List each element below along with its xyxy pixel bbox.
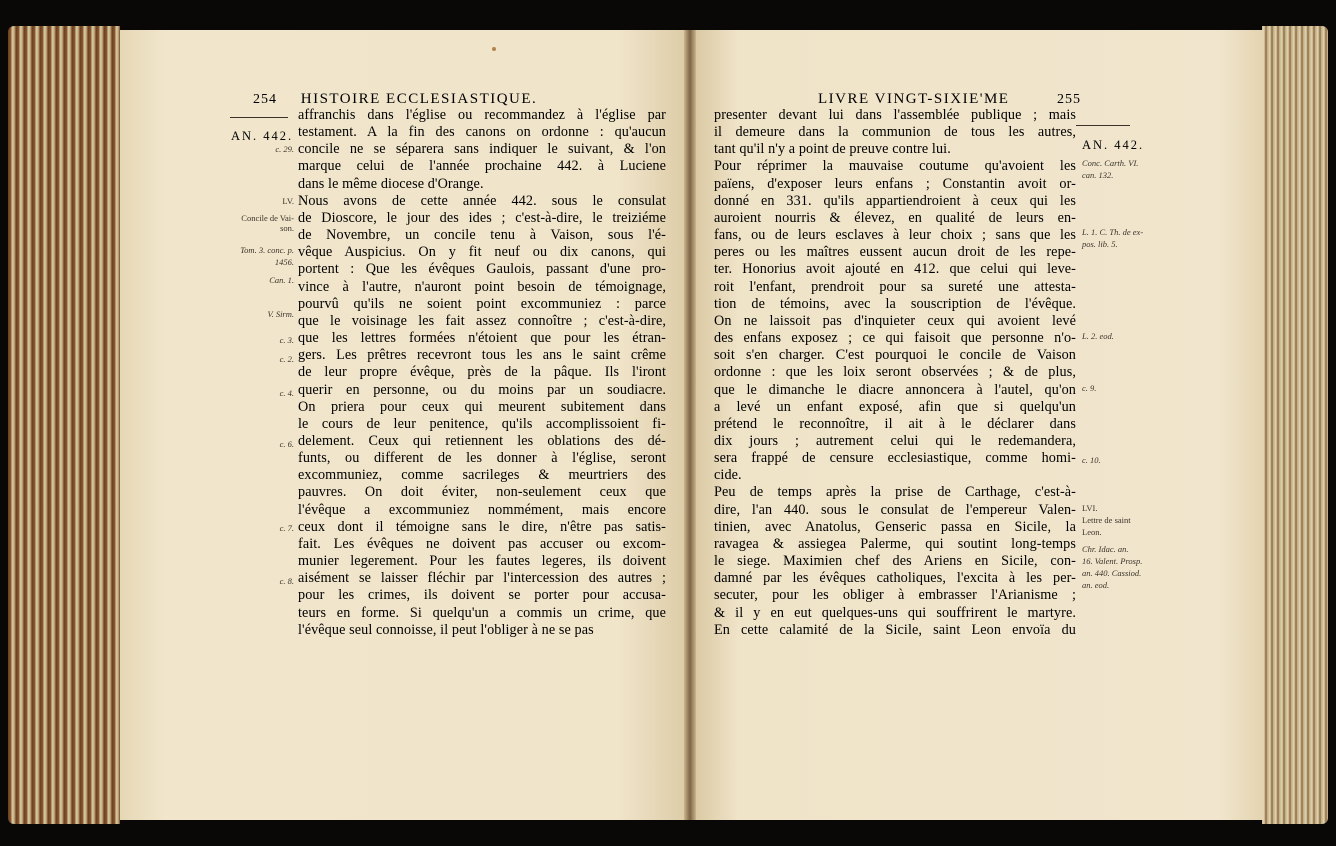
text-line: Peu de temps après la prise de Carthage, c'est-à- [714,484,1076,501]
margin-note: L. 1. C. Th. de ex- [1082,226,1144,237]
text-line: des enfans exposez ; ce qui faisoit que personne n'o- [714,330,1076,347]
text-line: ravagea & assiegea Palerme, qui soutint long-temps [714,535,1076,552]
margin-note: 16. Valent. Prosp. [1082,555,1143,566]
text-line: Pour réprimer la mauvaise coutume qu'avoient les [714,158,1076,175]
margin-note: c. 29. [275,144,294,155]
text-line: dix jours ; autrement celui qui le redemandera, [714,432,1076,449]
text-line: querir en personne, ou du moins par un soudiacre. [298,381,666,398]
text-line: excommuniez, comme sacrileges & meurtriers des [298,467,666,484]
text-line: de Dioscore, le jour des ides ; c'est-à-dire, le treiziéme [298,209,666,226]
margin-note: can. 132. [1082,170,1114,181]
right-page-number: 255 [1056,92,1081,107]
text-line: auroient nourris & élevez, en qualité de leurs en- [714,209,1076,226]
text-line: païens, d'exposer leurs enfans ; Constantin avoit or- [714,175,1076,192]
margin-note: Leon. [1082,526,1102,537]
book-left-edge [8,26,120,824]
margin-note: Can. 1. [269,274,294,285]
margin-note: L. 2. eod. [1082,331,1114,342]
text-line: pauvres. On doit éviter, non-seulement ceux que [298,484,666,501]
text-line: peres ou les maîtres eussent aucun droit de les repe- [714,244,1076,261]
text-line: l'évêque seul connoisse, il peut l'obliger à ne se pas [298,621,594,638]
right-year-label: AN. 442. [1082,138,1145,152]
text-line: ceux dont il témoigne sans le dire, n'être pas satis- [298,518,666,535]
right-header-rule [1076,125,1130,126]
right-running-title: LIVRE VINGT-SIXIE'ME [818,91,1010,107]
text-line: roit l'enfant, prendroit pour sa sureté une attesta- [714,278,1076,295]
text-line: On ne laissoit pas d'inquieter ceux qui avoient levé [714,312,1076,329]
left-running-title: HISTOIRE ECCLESIASTIQUE. [300,91,538,107]
margin-note: c. 3. [279,334,294,345]
book-gutter [684,30,696,820]
text-line: ordonne : que les loix seront observées ; & de plus, [714,364,1076,381]
text-line: On priera pour ceux qui meurent subitement dans [298,398,666,415]
text-line: Nous avons de cette année 442. sous le consulat [298,192,666,209]
margin-note: Concile de Vai- [241,212,294,223]
text-line: fans, ou de leurs esclaves à leur choix ; sans que les [714,227,1076,244]
text-line: portent : Que les évêques Gaulois, passant d'une pro- [298,261,666,278]
text-line: munier legerement. Pour les fautes legeres, ils doivent [298,553,666,570]
margin-note: Chr. Idac. an. [1082,543,1129,554]
text-line: prétend le reconnoître, il ait à le déclarer dans [714,415,1076,432]
text-line: ter. Honorius avoit ajouté en 412. que celui qui leve- [714,261,1076,278]
book-right-edge [1262,26,1328,824]
text-line: donné en 331. qu'ils appartiendroient à ceux qui les [714,192,1076,209]
text-line: tinien, avec Anatolus, Genseric passa en Sicile, la [714,518,1076,535]
text-line: pourvû qu'ils ne soient point excommuniez : parce [298,295,666,312]
text-line: le siege. Maximien chef des Ariens en Sicile, con- [714,553,1076,570]
margin-note: son. [280,223,294,234]
text-line: En cette calamité de la Sicile, saint Leon envoïa du [714,621,1076,638]
left-year-label: AN. 442. [231,129,294,143]
text-line: vêque Auspicius. On y fit neuf ou dix canons, qui [298,244,666,261]
text-line: funts, ou different de les donner à l'église, seront [298,450,666,467]
text-line: marque celui de l'année prochaine 442. à Luciene [298,158,666,175]
text-line: gers. Les prêtres recevront tous les ans le saint crême [298,347,666,364]
left-page-number: 254 [253,92,277,107]
text-line: dire, l'an 440. sous le consulat de l'empereur Valen- [714,501,1076,518]
text-line: vince à l'autre, n'auront point besoin de témoignage, [298,278,666,295]
text-line: pour les crimes, ils doivent se porter pour accusa- [298,587,666,604]
margin-note: c. 2. [279,353,294,364]
text-line: soit s'en charger. C'est pourquoi le concile de Vaison [714,347,1076,364]
margin-note: c. 9. [1082,382,1097,393]
right-running-head [818,91,1081,108]
margin-note: V. Sirm. [267,308,294,319]
text-line: de leur propre évêque, près de la pâque. Ils l'iront [298,364,666,381]
text-line: secuter, pour les obliger à embrasser l'Arianisme ; [714,587,1076,604]
text-line: delement. Ceux qui retiennent les oblations des dé- [298,432,666,449]
margin-note: Tom. 3. conc. p. [240,245,294,256]
margin-note: LV. [282,195,294,206]
text-line: fait. Les évêques ne doivent pas accuser ou excom- [298,535,666,552]
text-line: damné par les évêques catholiques, l'excita à les per- [714,570,1076,587]
margin-note: LVI. [1082,502,1098,513]
margin-note: pos. lib. 5. [1082,238,1118,249]
text-line: il demeure dans la communion de tous les autres, [714,124,1076,141]
text-line: que le voisinage les fait assez connoître ; c'est-à-dire, [298,312,666,329]
text-line: testament. A la fin des canons on ordonne : qu'aucun [298,124,666,141]
text-line: concile ne se séparera sans indiquer le suivant, & l'on [298,141,666,158]
margin-note: Conc. Carth. VI. [1082,158,1139,169]
right-body-text [714,107,1076,639]
margin-note: an. eod. [1082,579,1110,590]
text-line: que les lettres formées n'étoient que pour les étran- [298,330,666,347]
text-line: & il y en eut quelques-uns qui souffrirent le martyre. [714,604,1076,621]
text-line: presenter devant lui dans l'assemblée publique ; mais [714,107,1076,123]
left-running-head [253,91,537,108]
text-line: que le dimanche le diacre annoncera à l'autel, qu'on [714,381,1076,398]
margin-note: Lettre de saint [1082,514,1131,525]
text-line: a levé un enfant exposé, afin que si quelqu'un [714,398,1076,415]
margin-note: c. 7. [279,523,294,534]
ink-spot [492,47,496,51]
margin-note: c. 6. [279,439,294,450]
text-line: cide. [714,467,742,484]
text-line: tant qu'il n'y a point de preuve contre lui. [714,141,951,158]
margin-note: an. 440. Cassiod. [1082,567,1142,578]
margin-note: c. 8. [279,576,294,587]
text-line: tion de témoins, avec la souscription de l'évêque. [714,295,1076,312]
left-header-rule [230,117,288,118]
margin-note: 1456. [274,257,294,268]
margin-note: c. 4. [279,387,294,398]
margin-note: c. 10. [1082,454,1101,465]
text-line: le cours de leur penitence, qu'ils accomplissoient fi- [298,415,666,432]
text-line: l'évêque a excommuniez nommément, mais encore [298,501,666,518]
text-line: affranchis dans l'église ou recommandez à l'église par [298,107,666,123]
text-line: aisément se laisser fléchir par l'intercession des autres ; [298,570,666,587]
text-line: dans le même diocese d'Orange. [298,175,484,192]
text-line: sera frappé de censure ecclesiastique, comme homi- [714,450,1076,467]
left-body-text [298,107,666,639]
text-line: teurs en forme. Si quelqu'un a commis un crime, que [298,604,666,621]
text-line: de Novembre, un concile tenu à Vaison, sous l'é- [298,227,666,244]
